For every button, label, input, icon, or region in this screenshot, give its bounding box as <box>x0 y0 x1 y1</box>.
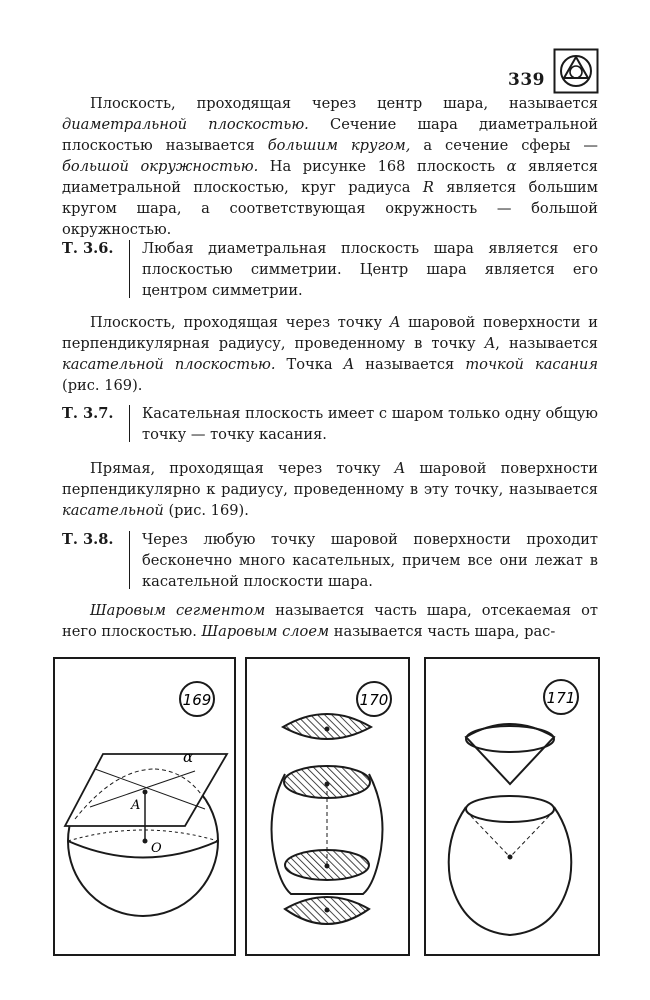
paragraph-text: Прямая, проходящая через точку A шаровой поверхности перпендикулярно к радиусу, проведенному в эту точку, называется касательной (рис. 169). <box>62 460 598 519</box>
paragraph-spherical-segment <box>62 600 598 642</box>
center-label: O <box>151 841 162 856</box>
theorem-label: Т. 3.6. <box>62 240 114 257</box>
theorem-text: Касательная плоскость имеет с шаром только одну общую точку — точку касания. <box>142 405 598 443</box>
theorem-text: Любая диаметральная плоскость шара является его плоскостью симметрии. Центр шара является его центром симметрии. <box>142 240 598 299</box>
figure-170 <box>245 657 410 956</box>
figure-number: 169 <box>182 691 212 709</box>
paragraph-text: Плоскость, проходящая через центр шара, называется диаметральной плоскостью. Сечение шара диаметральной плоскостью называется большим кругом, а сечение сферы — большой окружностью. На рисунке 168 плоскость α является диаметральной плоскостью, круг радиуса R является большим кругом шара, а соответствующая окружность — большой окружностью. <box>62 95 598 238</box>
theorem-divider <box>129 405 130 442</box>
theorem-divider <box>129 240 130 298</box>
theorem-label: Т. 3.8. <box>62 531 114 548</box>
figure-171 <box>424 657 600 956</box>
figure-number: 171 <box>546 689 576 707</box>
page-number: 339 <box>508 70 545 90</box>
theorem-divider <box>129 531 130 589</box>
paragraph-diametral-plane <box>62 93 598 240</box>
paragraph-text: Шаровым сегментом называется часть шара, отсекаемая от него плоскостью. Шаровым слоем называется часть шара, рас- <box>62 602 598 640</box>
spherical-sector-top <box>466 724 554 784</box>
theorem-text: Через любую точку шаровой поверхности проходит бесконечно много касательных, причем все они лежат в касательной плоскости шара. <box>142 531 598 590</box>
great-circle-back <box>68 830 218 841</box>
point-a-label: A <box>131 798 141 813</box>
theorem-3-7 <box>62 403 598 445</box>
figure-number-badge <box>357 682 391 716</box>
figure-number-badge <box>180 682 214 716</box>
theorem-label: Т. 3.7. <box>62 405 114 422</box>
theorem-3-6 <box>62 238 598 301</box>
triangle-in-circle-in-square-icon <box>553 48 599 94</box>
paragraph-tangent-plane <box>62 312 598 396</box>
plane-label: α <box>183 748 194 766</box>
figure-number: 170 <box>359 691 389 709</box>
theorem-3-8 <box>62 529 598 592</box>
figure-number-badge <box>544 680 578 714</box>
spherical-sector-body <box>449 807 572 935</box>
paragraph-tangent-line <box>62 458 598 521</box>
paragraph-text: Плоскость, проходящая через точку A шаровой поверхности и перпендикулярная радиусу, проведенному в точку A, называется касательной плоскостью. Точка A называется точкой касания (рис. 169). <box>62 314 598 394</box>
figure-169 <box>53 657 236 956</box>
great-circle-front <box>68 841 218 858</box>
